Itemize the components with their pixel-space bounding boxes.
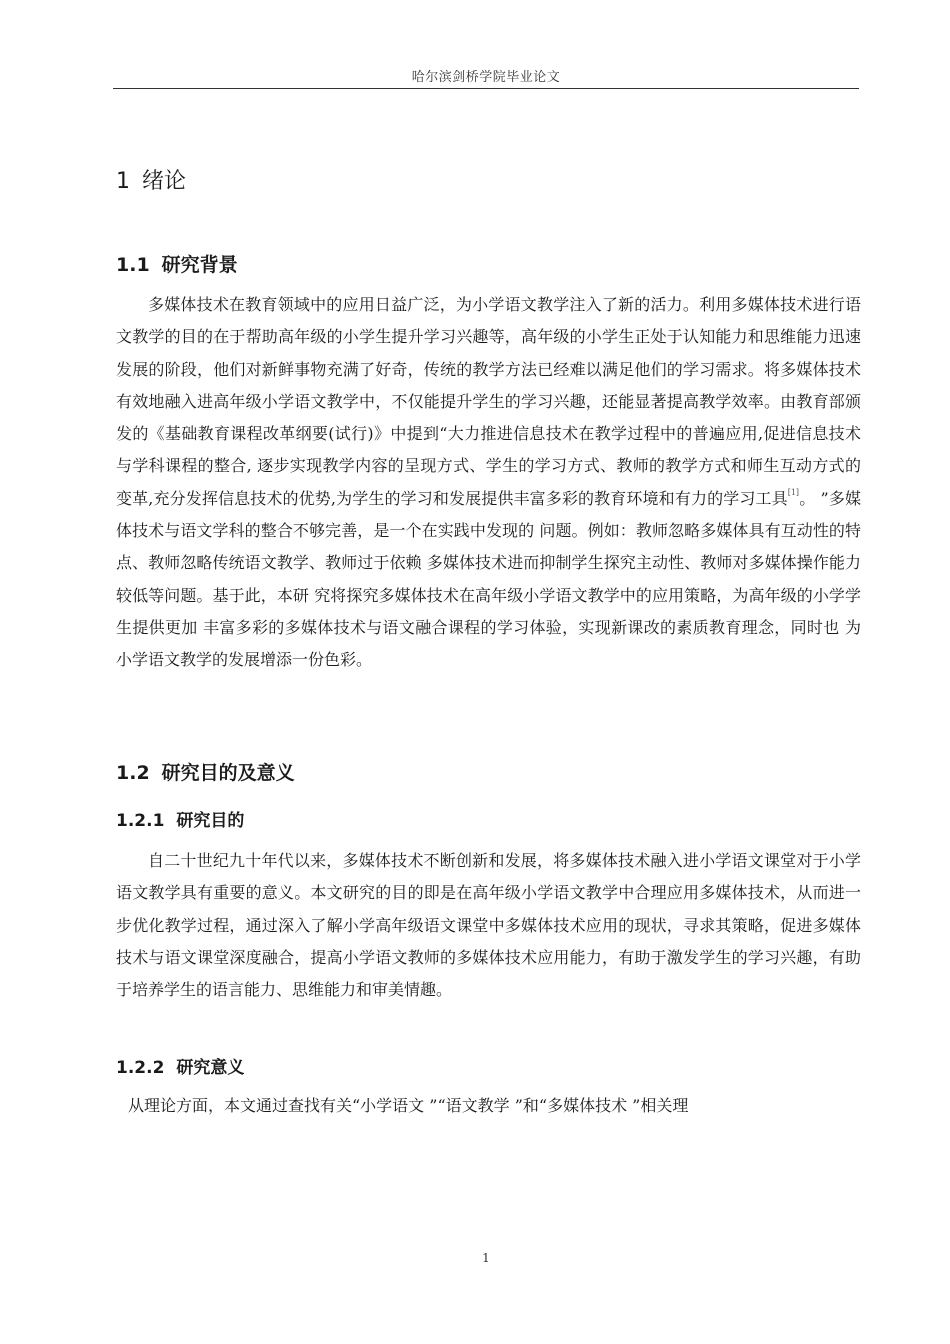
citation-marker: [1]: [787, 487, 800, 497]
page-header: 哈尔滨剑桥学院毕业论文: [411, 70, 561, 85]
subsection-heading-1-2-2: [116, 1053, 244, 1078]
background-text-part2: 。 ”多媒体技术与语文学科的整合不够完善，是一个在实践中发现的 问题。例如：教师忽略多媒体具有互动性的特点、教师忽略传统语文教学、教师过于依赖 多媒体技术进而抑制学生探究主动性、教师对多媒体操作能力较低等问题。基于此，本研 究将探究多媒体技术在高年级小学语文教学中的应用策略，为高年级的小学学生提供更加 丰富多彩的多媒体技术与语文融合课程的学习体验，实现新课改的素质教育理念，同时也 为小学语文教学的发展增添一份色彩。: [116, 488, 861, 670]
significance-paragraph: 从理论方面，本文通过查找有关“小学语文 ”“语文教学 ”和“多媒体技术 ”相关理: [128, 1096, 689, 1115]
chapter-number: 1: [116, 169, 130, 194]
chapter-heading: [116, 164, 186, 195]
section-number: 1.1: [116, 254, 150, 276]
chapter-title: 绪论: [142, 169, 187, 194]
section-heading-1-1: [116, 250, 238, 277]
background-paragraph: [116, 289, 861, 677]
section-title: 研究目的及意义: [161, 762, 295, 784]
subsection-number: 1.2.2: [116, 1058, 165, 1078]
subsection-title: 研究意义: [176, 1058, 245, 1078]
section-heading-1-2: [116, 758, 295, 785]
header-divider: [113, 88, 859, 89]
section-title: 研究背景: [161, 254, 238, 276]
background-text-part1: 多媒体技术在教育领域中的应用日益广泛，为小学语文教学注入了新的活力。利用多媒体技术进行语文教学的目的在于帮助高年级的小学生提升学习兴趣等，高年级的小学生正处于认知能力和思维能力迅速发展的阶段，他们对新鲜事物充满了好奇，传统的教学方法已经难以满足他们的学习需求。将多媒体技术有效地融入进高年级小学语文教学中，不仅能提升学生的学习兴趣，还能显著提高教学效率。由教育部颁发的《基础教育课程改革纲要(试行)》中提到“大力推进信息技术在教学过程中的普遍应用,促进信息技术与学科课程的整合, 逐步实现教学内容的呈现方式、学生的学习方式、教师的教学方式和师生互动方式的变革,充分发挥信息技术的优势,为学生的学习和发展提供丰富多彩的教育环境和有力的学习工具: [116, 295, 861, 508]
subsection-title: 研究目的: [176, 811, 245, 831]
page-number: 1: [482, 1251, 490, 1265]
subsection-number: 1.2.1: [116, 811, 165, 831]
section-number: 1.2: [116, 762, 150, 784]
subsection-heading-1-2-1: [116, 806, 244, 831]
purpose-paragraph: 自二十世纪九十年代以来，多媒体技术不断创新和发展，将多媒体技术融入进小学语文课堂对于小学语文教学具有重要的意义。本文研究的目的即是在高年级小学语文教学中合理应用多媒体技术，从而进一步优化教学过程，通过深入了解小学高年级语文课堂中多媒体技术应用的现状，寻求其策略，促进多媒体技术与语文课堂深度融合，提高小学语文教师的多媒体技术应用能力，有助于激发学生的学习兴趣，有助于培养学生的语言能力、思维能力和审美情趣。: [116, 851, 861, 1000]
